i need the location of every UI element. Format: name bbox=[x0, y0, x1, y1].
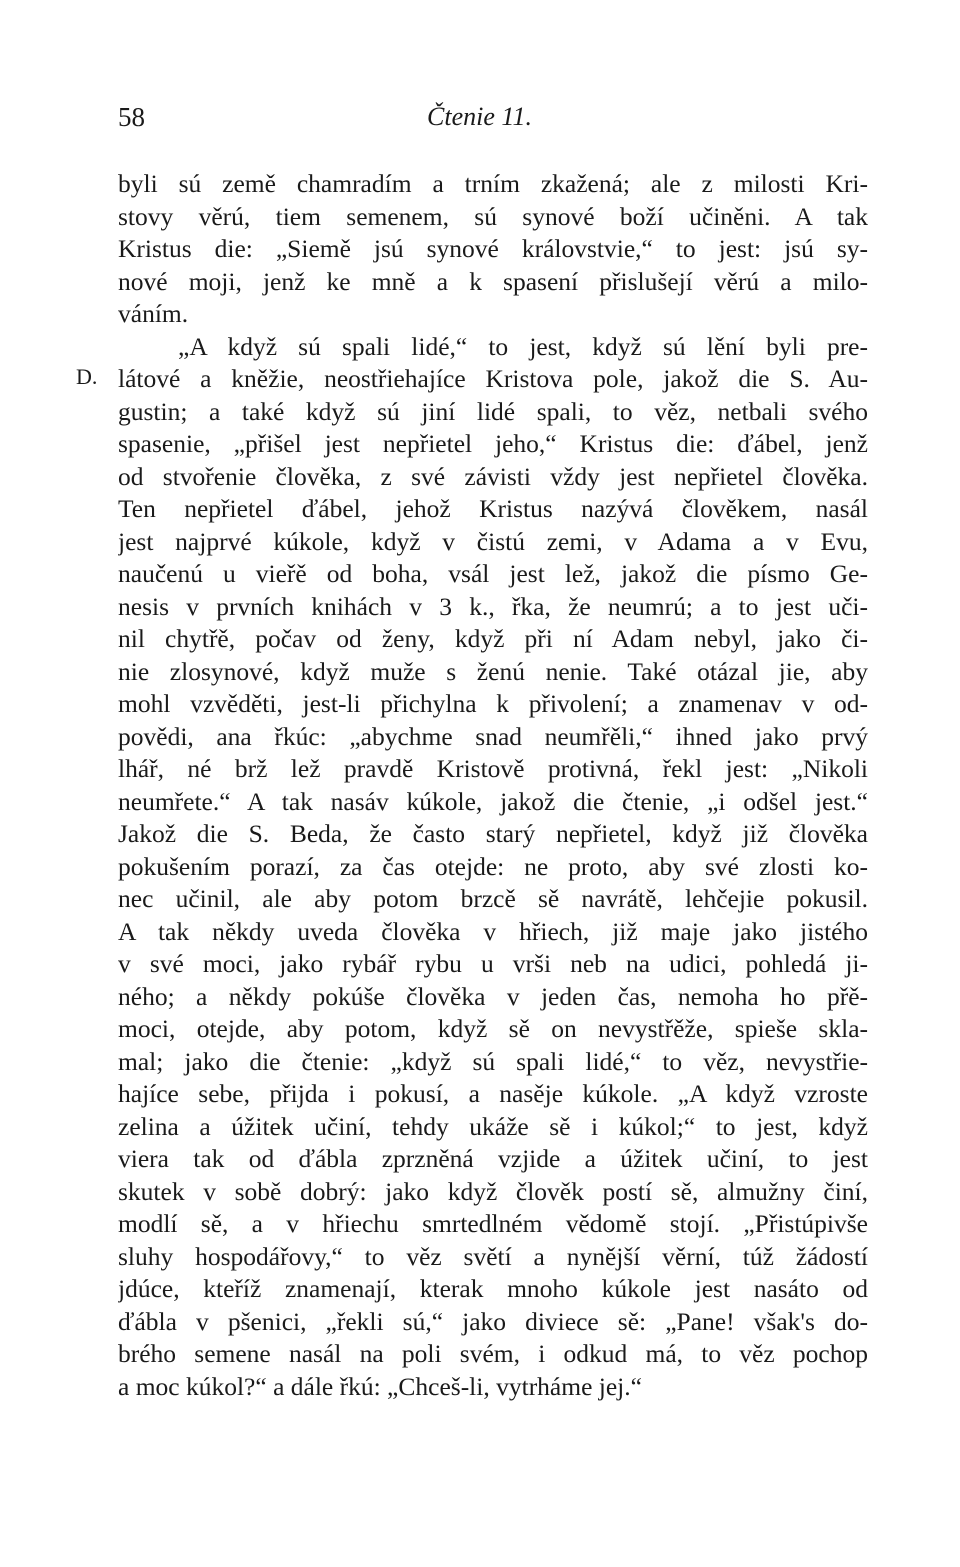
text-line: nec učinil, ale aby potom brzcě sě navrátě, lehčejie pokusil. bbox=[118, 884, 868, 913]
page-number: 58 bbox=[118, 102, 145, 132]
text-line: zelina a úžitek učiní, tehdy ukáže sě i kúkol;“ to jest, když bbox=[118, 1111, 868, 1141]
text-line: od stvořenie člověka, z své závisti vždy jest nepřietel člověka. bbox=[118, 461, 868, 491]
text-line: neumřete.“ A tak nasáv kúkole, jakož die čtenie, „i odšel jest.“ bbox=[118, 786, 868, 816]
text-line: povědi, ana řkúc: „abychme snad neumřěli,“ ihned jako prvý bbox=[118, 721, 868, 751]
margin-note: D. bbox=[76, 364, 98, 389]
text-line: a moc kúkol?“ a dále řkú: „Chceš-li, vytrháme jej.“ bbox=[118, 1371, 642, 1401]
text-line: brého semene nasál na poli svém, i odkud má, to věz pochop bbox=[118, 1339, 868, 1368]
text-line: nové moji, jenž ke mně a k spasení přislušejí věrú a milo- bbox=[118, 266, 868, 296]
text-line: hajíce sebe, přijda i pokusí, a nasěje kúkole. „A když vzroste bbox=[118, 1079, 868, 1108]
text-line: gustin; a také když sú jiní lidé spali, to věz, netbali svého bbox=[118, 396, 868, 426]
text-line: v své moci, jako rybář rybu u vrši neb na udici, pohledá ji- bbox=[118, 949, 868, 978]
text-line: jdúce, kteříž znamenají, kterak mnoho kúkole jest nasáto od bbox=[118, 1274, 868, 1303]
text-line: nil chytřě, počav od ženy, když při ní Adam nebyl, jako či- bbox=[118, 624, 868, 653]
text-line: A tak někdy uveda člověka v hřiech, již maje jako jistého bbox=[118, 916, 868, 946]
running-head: Čtenie 11. bbox=[427, 102, 532, 131]
text-line: „A když sú spali lidé,“ to jest, když sú lění byli pre- bbox=[178, 331, 868, 361]
text-line: ného; a někdy pokúše člověka v jeden čas, nemoha ho přě- bbox=[118, 981, 868, 1011]
body-text bbox=[118, 168, 868, 1403]
text-line: pokušením porazí, za čas otejde: ne proto, aby své zlosti ko- bbox=[118, 851, 868, 881]
text-line: Ten nepřietel ďábel, jehož Kristus nazývá člověkem, nasál bbox=[118, 494, 868, 523]
text-line: viera tak od ďábla zprzněná vzjide a úžitek učiní, to jest bbox=[118, 1144, 868, 1173]
text-line: lhář, né brž lež pravdě Kristově protivná, řekl jest: „Nikoli bbox=[118, 754, 868, 783]
text-line: naučenú u vieřě od boha, vsál jest lež, jakož die písmo Ge- bbox=[118, 559, 868, 588]
text-line: váním. bbox=[118, 299, 189, 328]
text-line: ďábla v pšenici, „řekli sú,“ jako diviece sě: „Pane! však's do- bbox=[118, 1306, 868, 1336]
text-line: byli sú země chamradím a trním zkažená; ale z milosti Kri- bbox=[118, 169, 868, 198]
text-line: sluhy hospodářovy,“ to věz světí a nynější věrní, túž žádostí bbox=[118, 1241, 868, 1271]
text-line: látové a kněžie, neostřiehajíce Kristova pole, jakož die S. Au- bbox=[118, 364, 868, 393]
text-line: Jakož die S. Beda, že často starý nepřietel, když již člověka bbox=[118, 819, 868, 848]
text-line: moci, otejde, aby potom, když sě on nevystřěže, spieše skla- bbox=[118, 1014, 868, 1043]
text-line: modlí sě, a v hřiechu smrtedlném vědomě stojí. „Přistúpivše bbox=[118, 1209, 868, 1238]
text-line: jest najprvé kúkole, když v čistú zemi, v Adama a v Evu, bbox=[118, 526, 868, 556]
text-line: mohl vzvěděti, jest-li přichylna k přivolení; a znamenav v od- bbox=[118, 689, 868, 718]
text-line: nesis v prvních knihách v 3 k., řka, že neumrú; a to jest uči- bbox=[118, 591, 868, 621]
text-line: nie zlosynové, když muže s ženú nenie. Také otázal jie, aby bbox=[118, 656, 868, 686]
text-line: spasenie, „přišel jest nepřietel jeho,“ Kristus die: ďábel, jenž bbox=[118, 429, 868, 458]
text-line: mal; jako die čtenie: „když sú spali lidé,“ to věz, nevystřie- bbox=[118, 1046, 868, 1076]
text-line: stovy věrú, tiem semenem, sú synové boží učiněni. A tak bbox=[118, 201, 868, 231]
text-line: skutek v sobě dobrý: jako když člověk postí sě, almužny činí, bbox=[118, 1176, 868, 1206]
text-line: Kristus die: „Siemě jsú synové královstvie,“ to jest: jsú sy- bbox=[118, 234, 868, 263]
